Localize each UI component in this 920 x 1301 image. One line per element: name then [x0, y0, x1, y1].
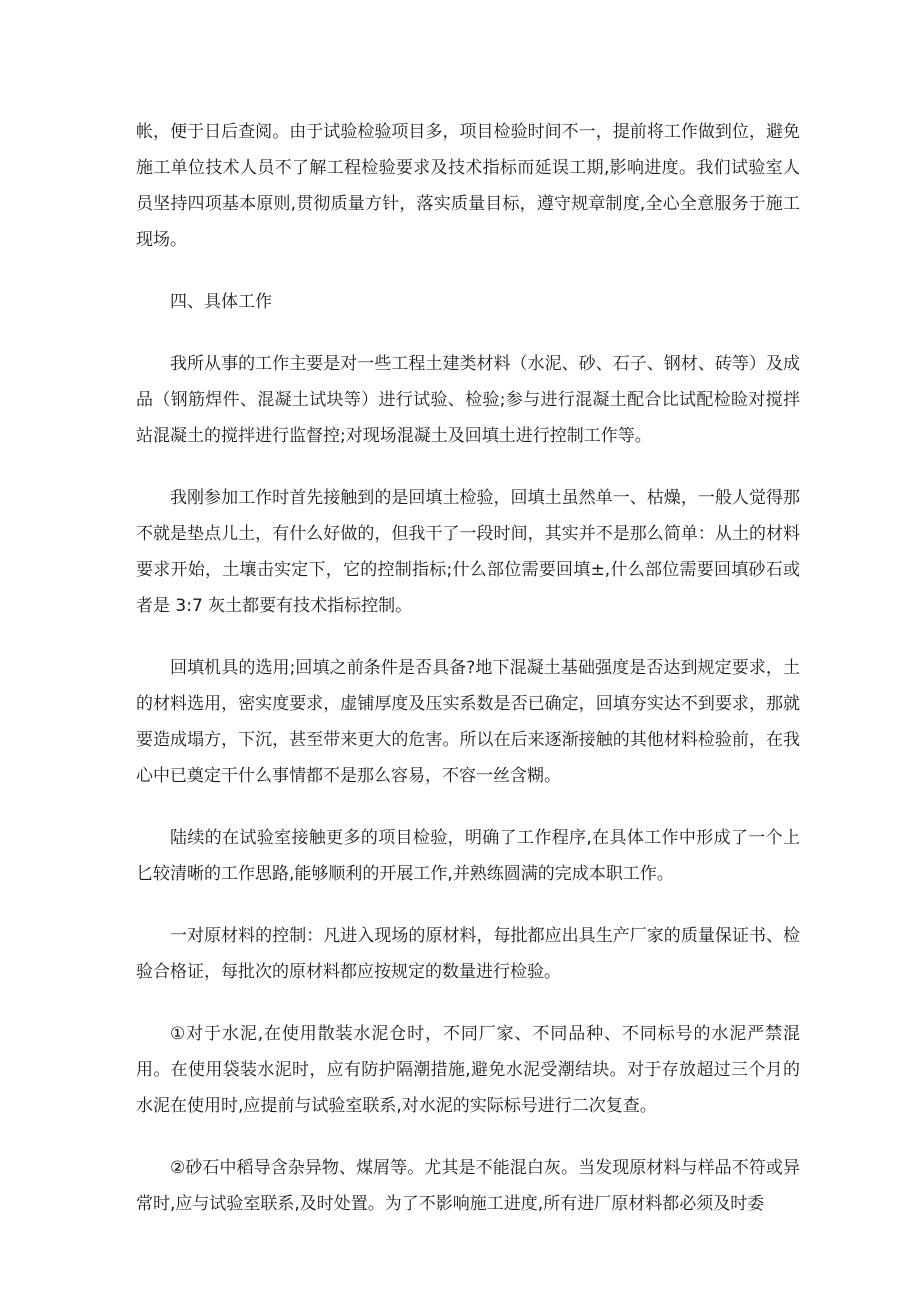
- paragraph-backfill-equipment: 回填机具的选用;回填之前条件是否具备?地下混凝土基础强度是否达到规定要求，土的材料选用，密实度要求，虚铺厚度及压实系数是否已确定，回填夯实达不到要求，那就要造成塌方，下沉，甚至带来更大的危害。所以在后来逐渐接触的其他材料检验前，在我心中已奠定干什么事情都不是那么容易，不容一丝含糊。: [136, 658, 800, 786]
- paragraph-main-duties: 我所从事的工作主要是对一些工程土建类材料（水泥、砂、石子、钢材、砖等）及成品（钢筋焊件、混凝土试块等）进行试验、检验;参与进行混凝土配合比试配检睑对搅拌站混凝土的搅拌进行监督控;对现场混凝土及回填土进行控制工作等。: [136, 354, 800, 446]
- section-heading-specific-work: 四、具体工作: [170, 292, 272, 312]
- paragraph-lab-experience: 陆续的在试验室接触更多的项目检验，明确了工作程序,在具体工作中形成了一个上匕较清晰的工作思路,能够顺利的开展工作,并熟练圆满的完成本职工作。: [136, 828, 800, 884]
- paragraph-backfill-inspection: 我刚参加工作时首先接触到的是回填土检验，回填土虽然单一、枯燥，一般人觉得那不就是垫点儿土，有什么好做的，但我干了一段时间，其实并不是那么简单：从土的材料要求开始，土壤击实定下，它的控制指标;什么部位需要回填±,什么部位需要回填砂石或者是 3:7 灰土都要有技术指标控制。: [136, 488, 800, 616]
- paragraph-raw-material-control: 一对原材料的控制：凡进入现场的原材料，每批都应出具生产厂家的质量保证书、检验合格证，每批次的原材料都应按规定的数量进行检验。: [136, 926, 800, 982]
- paragraph-sand-gravel: ②砂石中稻导含杂异物、煤屑等。尤其是不能混白灰。当发现原材料与样品不符或异常时,应与试验室联系,及时处置。为了不影响施工进度,所有进厂原材料都必须及时委: [136, 1158, 800, 1214]
- paragraph-continuation: 帐，便于日后查阅。由于试验检验项目多，项目检验时间不一，提前将工作做到位，避免施工单位技术人员不了解工程检验要求及技术指标而延误工期,影响进度。我们试验室人员坚持四项基本原则,贯彻质量方针，落实质量目标，遵守规章制度,全心全意服务于施工现场。: [136, 122, 800, 250]
- paragraph-cement: ①对于水泥,在使用散装水泥仓时，不同厂家、不同品种、不同标号的水泥严禁混用。在使用袋装水泥时，应有防护隔潮措施,避免水泥受潮结块。对于存放超过三个月的水泥在使用时,应提前与试验室联系,对水泥的实际标号进行二次复查。: [136, 1024, 800, 1116]
- document-page: [136, 114, 800, 1222]
